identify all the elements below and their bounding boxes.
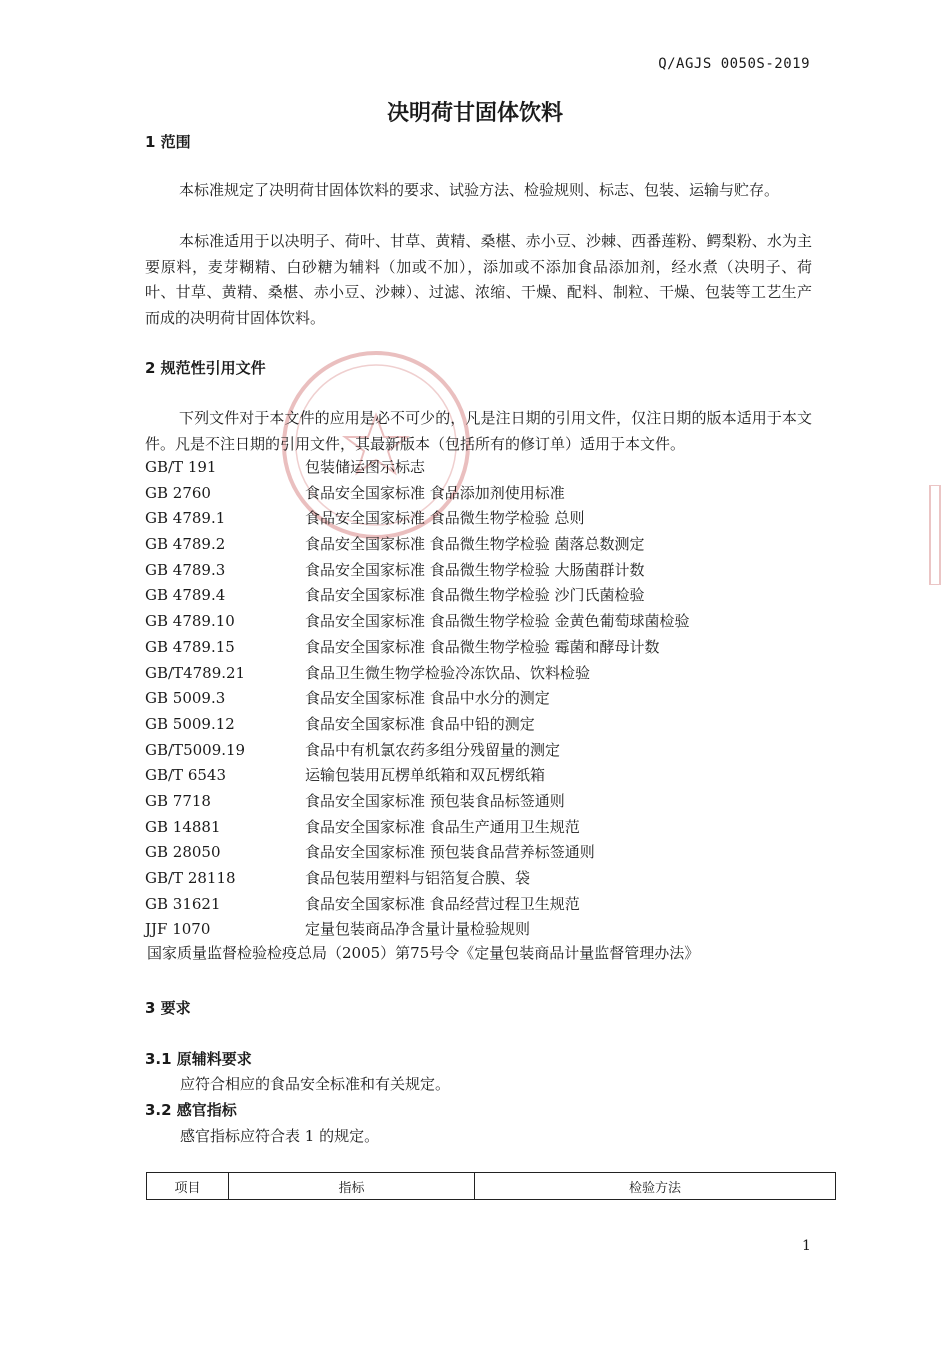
reference-item (145, 892, 825, 918)
reference-title: 食品安全国家标准 食品微生物学检验 霉菌和酵母计数 (305, 637, 660, 656)
reference-item (145, 661, 825, 687)
reference-title: 食品包装用塑料与铝箔复合膜、袋 (305, 869, 531, 887)
reference-code: GB 4789.1 (145, 509, 226, 528)
reference-title: 运输包装用瓦楞单纸箱和双瓦楞纸箱 (305, 766, 546, 785)
document-code: Q/AGJS 0050S-2019 (658, 56, 810, 72)
reference-code: JJF 1070 (145, 920, 211, 939)
reference-code: GB 31621 (145, 894, 221, 913)
reference-code: GB 5009.12 (145, 714, 235, 733)
subsection-3-2-heading: 3.2 感官指标 (145, 1101, 237, 1119)
reference-code: GB/T5009.19 (145, 740, 246, 759)
reference-code: GB 4789.4 (145, 586, 226, 605)
reference-code: GB/T 6543 (145, 766, 227, 785)
reference-item (145, 789, 825, 815)
reference-item (145, 763, 825, 789)
reference-title: 食品安全国家标准 食品微生物学检验 沙门氏菌检验 (305, 586, 645, 605)
reference-item (145, 455, 825, 481)
table-1-header-row (146, 1172, 836, 1200)
reference-title: 食品安全国家标准 预包装食品营养标签通则 (305, 843, 595, 862)
reference-code: GB/T4789.21 (145, 663, 246, 682)
reference-item (145, 481, 825, 507)
reference-code: GB/T 191 (145, 458, 217, 476)
reference-title: 食品安全国家标准 预包装食品标签通则 (305, 791, 565, 810)
page-edge-seal-icon (928, 485, 942, 585)
section-2-heading: 2 规范性引用文件 (145, 359, 266, 377)
table-header-item: 项目 (147, 1173, 229, 1199)
reference-code: GB/T 28118 (145, 869, 236, 887)
reference-title: 食品安全国家标准 食品生产通用卫生规范 (305, 817, 580, 836)
reference-title: 食品安全国家标准 食品经营过程卫生规范 (305, 894, 580, 913)
reference-item (145, 609, 825, 635)
reference-code: GB 5009.3 (145, 689, 226, 708)
scope-paragraph-2: 本标准适用于以决明子、荷叶、甘草、黄精、桑椹、赤小豆、沙棘、西番莲粉、鳄梨粉、水为主要原料，麦芽糊精、白砂糖为辅料（加或不加），添加或不添加食品添加剂，经水煮（决明子、荷叶、甘草、黄精、桑椹、赤小豆、沙棘）、过滤、浓缩、干燥、配料、制粒、干燥、包装等工艺生产而成的决明荷甘固体饮料。 (145, 232, 812, 327)
reference-item (145, 815, 825, 841)
reference-code: GB 28050 (145, 843, 221, 862)
reference-title: 食品安全国家标准 食品微生物学检验 金黄色葡萄球菌检验 (305, 612, 690, 631)
subsection-3-2-text: 感官指标应符合表 1 的规定。 (180, 1127, 380, 1145)
reference-title: 食品安全国家标准 食品添加剂使用标准 (305, 483, 565, 502)
subsection-3-1-text: 应符合相应的食品安全标准和有关规定。 (180, 1075, 451, 1093)
reference-item (145, 866, 825, 892)
reference-item (145, 840, 825, 866)
reference-title: 定量包装商品净含量计量检验规则 (305, 920, 531, 939)
reference-code: GB 4789.2 (145, 535, 226, 554)
reference-title: 食品中有机氯农药多组分残留量的测定 (305, 740, 561, 759)
table-header-test-method: 检验方法 (628, 1180, 681, 1196)
reference-item (145, 506, 825, 532)
reference-title: 食品安全国家标准 食品微生物学检验 大肠菌群计数 (305, 560, 645, 579)
reference-item (145, 558, 825, 584)
section-3-heading: 3 要求 (145, 999, 191, 1017)
reference-regulation: 国家质量监督检验检疫总局（2005）第75号令《定量包装商品计量监督管理办法》 (147, 944, 700, 962)
reference-item (145, 686, 825, 712)
page-number: 1 (802, 1238, 811, 1254)
reference-title: 食品卫生微生物学检验冷冻饮品、饮料检验 (305, 663, 591, 682)
reference-title: 食品安全国家标准 食品微生物学检验 总则 (305, 509, 585, 528)
reference-title: 包装储运图示标志 (305, 458, 426, 476)
table-header-indicator: 指标 (229, 1173, 475, 1199)
reference-code: GB 4789.15 (145, 637, 235, 656)
references-intro: 下列文件对于本文件的应用是必不可少的，凡是注日期的引用文件，仅注日期的版本适用于本文件。凡是不注日期的引用文件，其最新版本（包括所有的修订单）适用于本文件。 (145, 409, 812, 453)
reference-item (145, 738, 825, 764)
subsection-3-1-heading: 3.1 原辅料要求 (145, 1050, 252, 1068)
reference-item (145, 583, 825, 609)
reference-title: 食品安全国家标准 食品中铅的测定 (305, 714, 535, 733)
reference-item (145, 635, 825, 661)
reference-title: 食品安全国家标准 食品中水分的测定 (305, 689, 550, 708)
reference-item (145, 532, 825, 558)
document-title: 决明荷甘固体饮料 (386, 101, 563, 126)
reference-item (145, 712, 825, 738)
reference-list (145, 455, 825, 943)
reference-code: GB 7718 (145, 791, 211, 810)
reference-code: GB 4789.10 (145, 612, 235, 631)
reference-title: 食品安全国家标准 食品微生物学检验 菌落总数测定 (305, 535, 645, 554)
reference-code: GB 2760 (145, 483, 211, 502)
scope-paragraph-1: 本标准规定了决明荷甘固体饮料的要求、试验方法、检验规则、标志、包装、运输与贮存。 (179, 181, 780, 199)
reference-code: GB 4789.3 (145, 560, 226, 579)
section-1-heading: 1 范围 (145, 133, 191, 151)
reference-code: GB 14881 (145, 817, 221, 836)
reference-item (145, 917, 825, 943)
